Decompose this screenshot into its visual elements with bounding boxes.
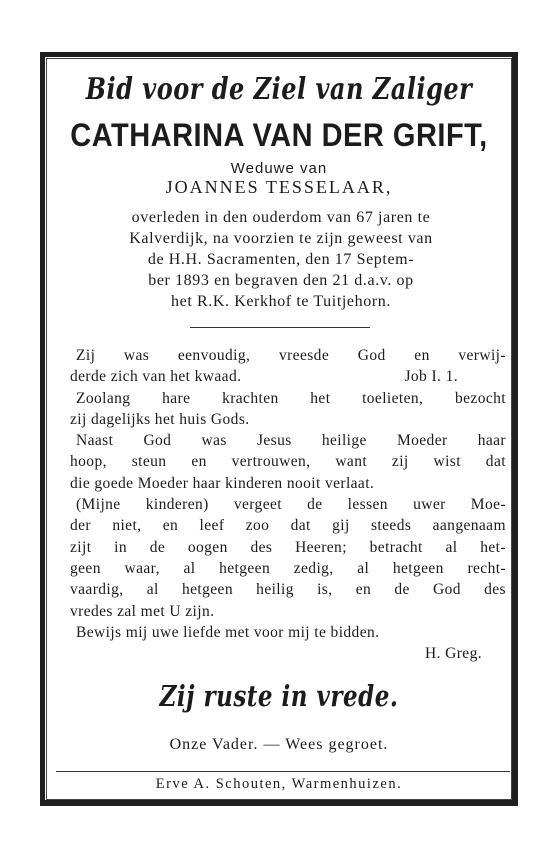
text-line: (Mijne kinderen) vergeet de lessen uwer Moe- — [76, 496, 506, 514]
text-line: vredes zal met U zijn. — [70, 602, 215, 620]
footer-divider — [56, 771, 510, 772]
biography-line: ber 1893 en begraven den 21 d.a.v. op — [148, 272, 414, 289]
widow-label: Weduwe van — [230, 160, 328, 177]
divider — [190, 327, 370, 328]
text-line-content: derde zich van het kwaad. — [70, 368, 242, 386]
text-line: Bewijs mij uwe liefde met voor mij te bidden. — [76, 623, 380, 641]
memorial-text — [70, 345, 506, 664]
text-line: der niet, en leef zoo dat gij steeds aangenaam — [70, 517, 506, 535]
printer-credit: Erve A. Schouten, Warmenhuizen. — [155, 776, 403, 792]
text-line: vaardig, al hetgeen heilig is, en de God des — [70, 581, 506, 599]
scripture-reference: Job I. 1. — [404, 368, 458, 386]
text-line: hoop, steun en vertrouwen, want zij wist dat — [70, 453, 506, 471]
heading: Bid voor de Ziel van Zaliger — [85, 70, 473, 107]
husband-name: JOANNES TESSELAAR, — [165, 177, 393, 197]
text-line — [70, 366, 506, 387]
biography-line: de H.H. Sacramenten, den 17 Septem- — [147, 251, 415, 268]
text-line: Naast God was Jesus heilige Moeder haar — [76, 432, 506, 450]
text-line: die goede Moeder haar kinderen nooit verlaat. — [70, 474, 375, 492]
biography-line: het R.K. Kerkhof te Tuitjehorn. — [171, 293, 391, 310]
deceased-name: CATHARINA VAN DER GRIFT, — [70, 118, 488, 154]
prayers: Onze Vader. — Wees gegroet. — [169, 736, 389, 753]
signature: H. Greg. — [424, 645, 482, 663]
text-line: Zij was eenvoudig, vreesde God en verwij- — [76, 347, 506, 364]
text-line: Zoolang hare krachten het toelieten, bezocht — [76, 389, 506, 407]
biography-line: overleden in den ouderdom van 67 jaren te — [131, 209, 431, 226]
text-line: zijt in de oogen des Heeren; betracht al het- — [70, 538, 506, 556]
rest-in-peace: Zij ruste in vrede. — [159, 679, 399, 714]
text-line: zij dagelijks het huis Gods. — [70, 410, 250, 428]
biography — [66, 207, 496, 312]
text-line: geen waar, al hetgeen zedig, al hetgeen recht- — [70, 559, 506, 577]
biography-line: Kalverdijk, na voorzien te zijn geweest van — [129, 230, 433, 247]
